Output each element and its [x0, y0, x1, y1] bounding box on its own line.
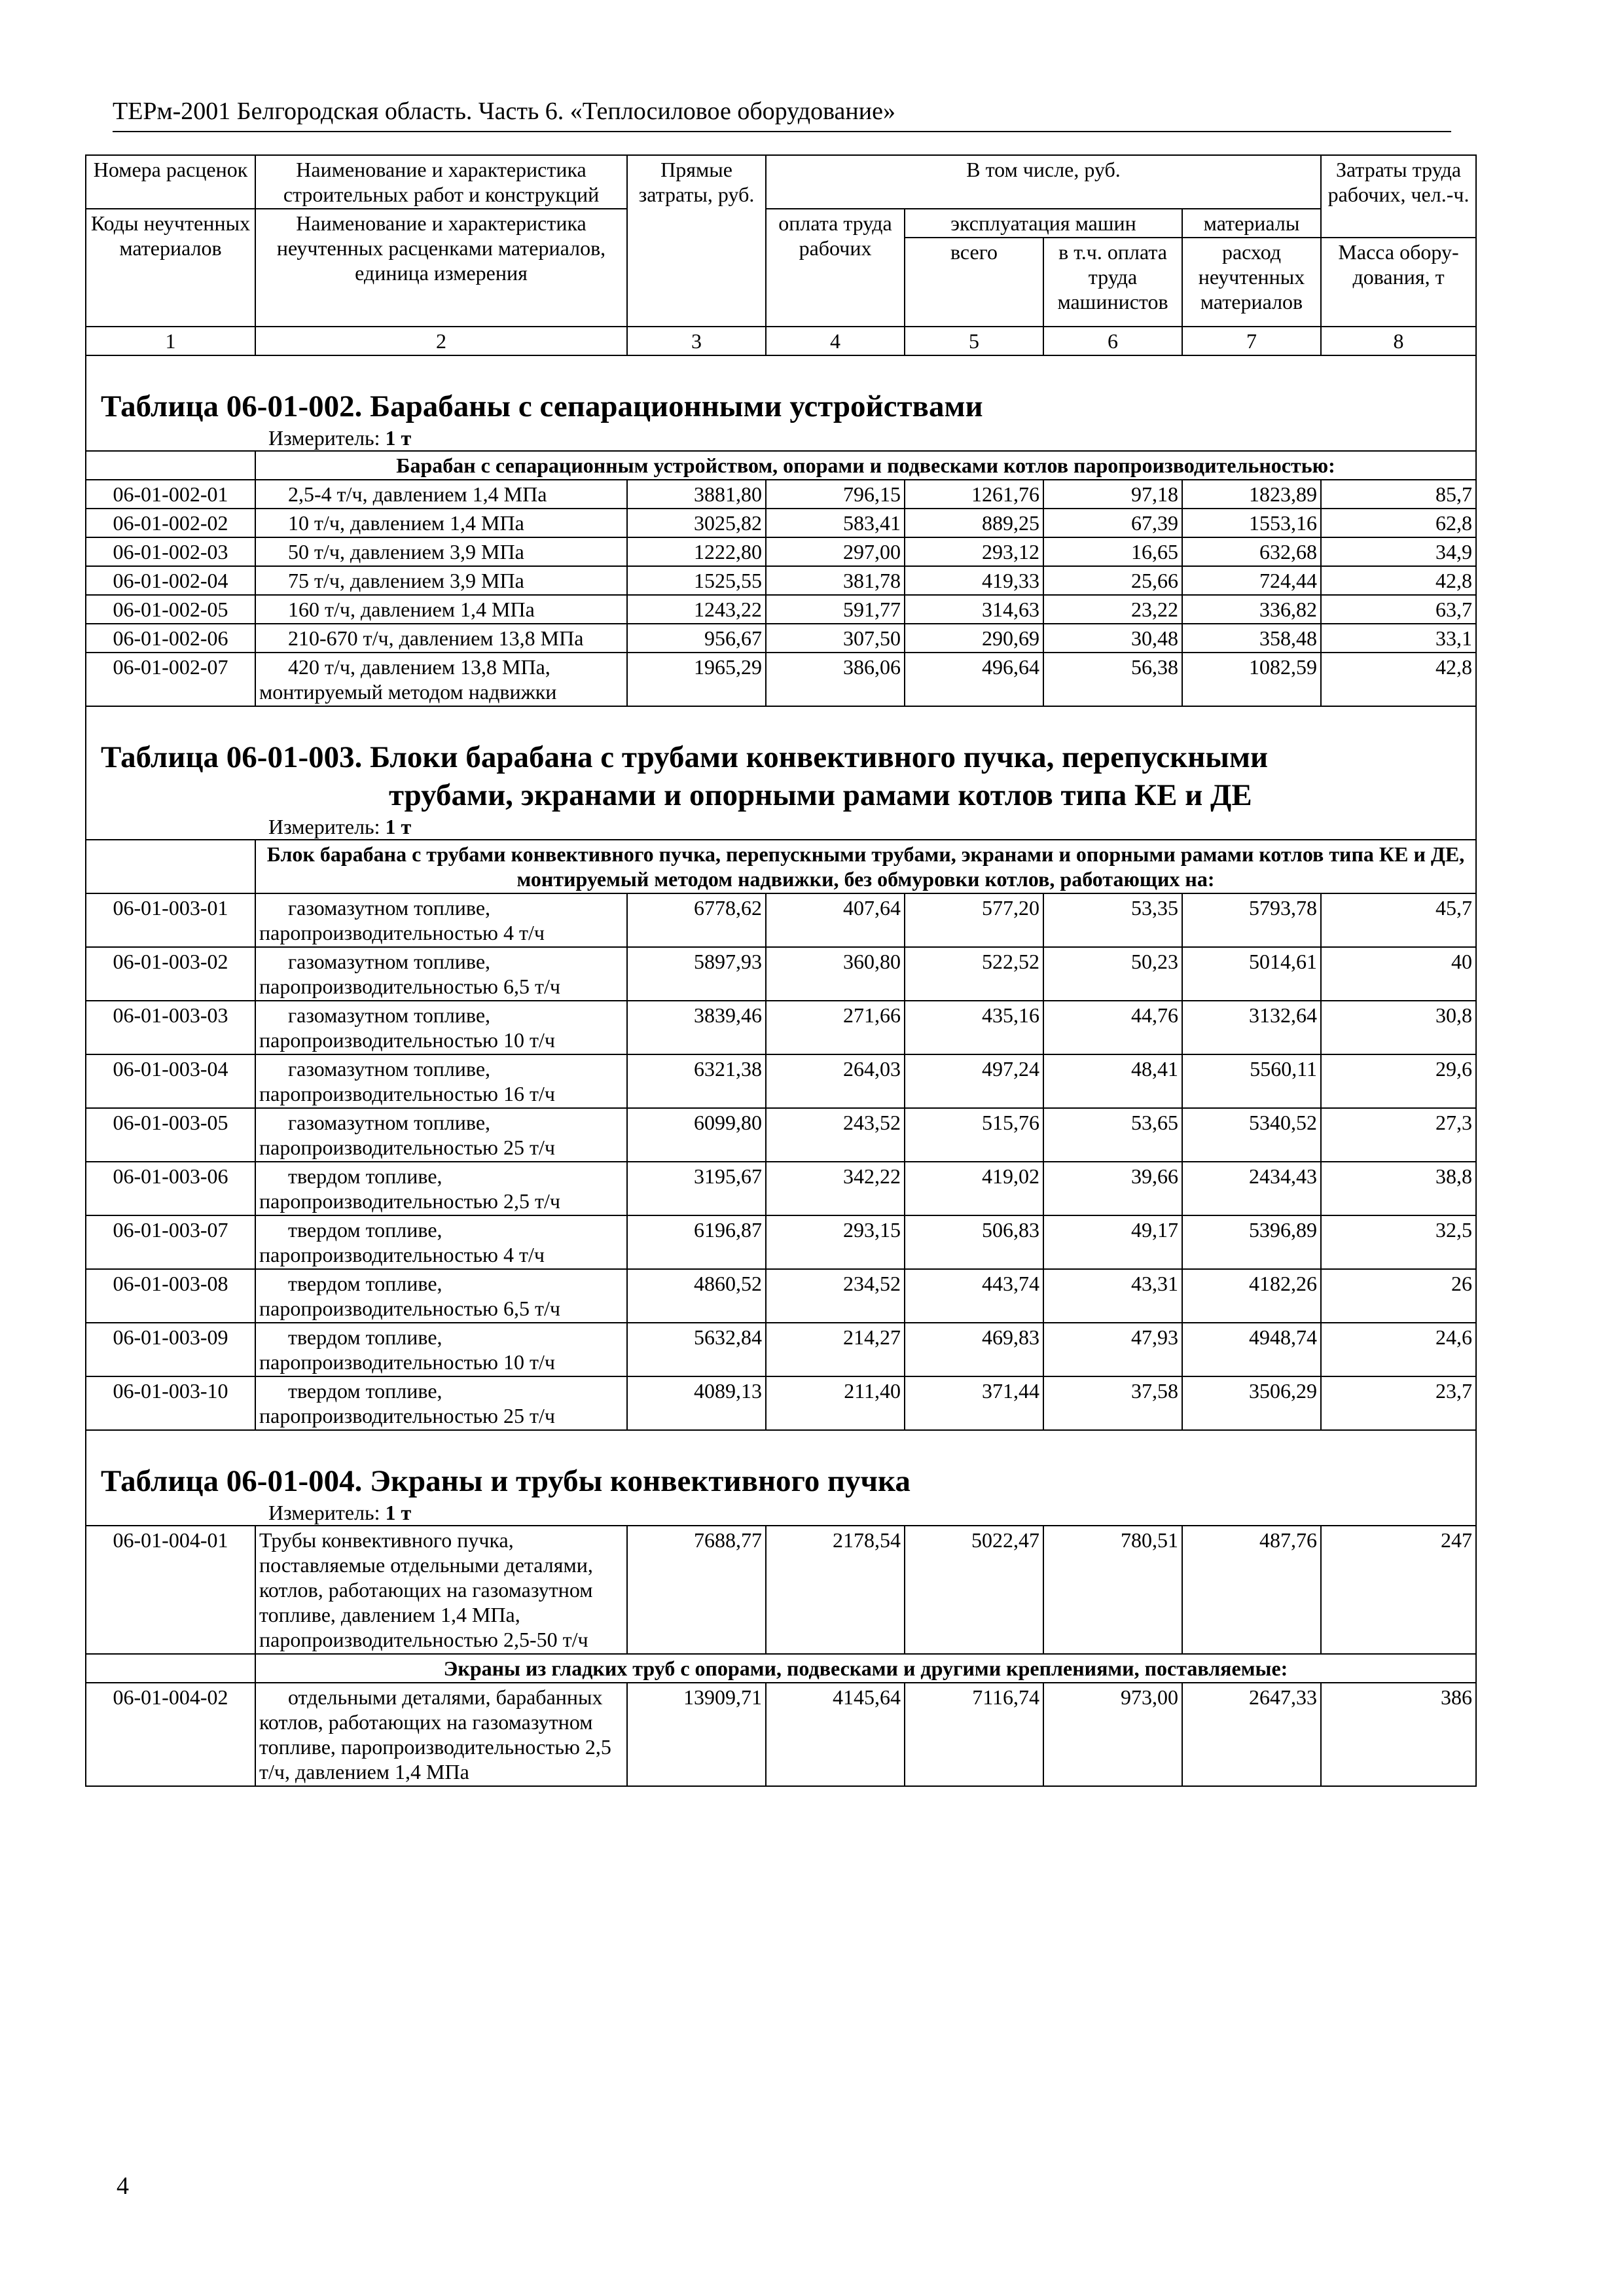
direct-costs: 4860,52 [627, 1269, 766, 1323]
machines-total: 469,83 [905, 1323, 1043, 1376]
operators-pay: 97,18 [1043, 480, 1182, 509]
operators-pay: 16,65 [1043, 537, 1182, 566]
operators-pay: 49,17 [1043, 1215, 1182, 1269]
machines-total: 1261,76 [905, 480, 1043, 509]
table-title-line: Таблица 06-01-003. Блоки барабана с трубами конвективного пучка, перепускными [101, 740, 1269, 774]
labor-pay: 407,64 [766, 893, 905, 947]
table-row [86, 1054, 1476, 1108]
hdr-codes: Номера расценок [86, 155, 255, 209]
operators-pay: 44,76 [1043, 1001, 1182, 1054]
hdr-materials: материалы [1182, 209, 1321, 238]
operators-pay: 47,93 [1043, 1323, 1182, 1376]
rate-code: 06-01-002-07 [86, 653, 255, 706]
group-empty-cell [86, 840, 255, 893]
operators-pay: 30,48 [1043, 624, 1182, 653]
rate-code: 06-01-002-02 [86, 509, 255, 537]
rate-code: 06-01-003-10 [86, 1376, 255, 1430]
table-row [86, 1526, 1476, 1654]
work-name: твердом топливе, паропроизводительностью 2,5 т/ч [255, 1162, 627, 1215]
table-row [86, 1001, 1476, 1054]
machines-total: 435,16 [905, 1001, 1043, 1054]
labor-pay: 297,00 [766, 537, 905, 566]
machines-total: 7116,74 [905, 1683, 1043, 1786]
materials-cost: 1823,89 [1182, 480, 1321, 509]
header-rule [113, 131, 1451, 132]
machines-total: 314,63 [905, 595, 1043, 624]
direct-costs: 13909,71 [627, 1683, 766, 1786]
table-row [86, 509, 1476, 537]
table-row [86, 1269, 1476, 1323]
labor-pay: 381,78 [766, 566, 905, 595]
table-title-line: трубами, экранами и опорными рамами котлов типа КЕ и ДЕ [389, 778, 1252, 812]
work-name: 2,5-4 т/ч, давлением 1,4 МПа [255, 480, 627, 509]
rate-code: 06-01-003-09 [86, 1323, 255, 1376]
materials-cost: 4948,74 [1182, 1323, 1321, 1376]
hdr-in-that: В том числе, руб. [766, 155, 1321, 209]
table-row [86, 1215, 1476, 1269]
column-number: 6 [1043, 327, 1182, 355]
hdr-labor-costs: Затраты труда рабочих, чел.-ч. [1321, 155, 1476, 238]
machines-total: 419,02 [905, 1162, 1043, 1215]
materials-cost: 2647,33 [1182, 1683, 1321, 1786]
hdr-equipment-mass: Масса обору-дования, т [1321, 238, 1476, 327]
work-name: твердом топливе, паропроизводительностью 10 т/ч [255, 1323, 627, 1376]
work-name: твердом топливе, паропроизводительностью 6,5 т/ч [255, 1269, 627, 1323]
table-row [86, 1683, 1476, 1786]
operators-pay: 56,38 [1043, 653, 1182, 706]
table-row [86, 947, 1476, 1001]
operators-pay: 53,35 [1043, 893, 1182, 947]
measure-unit [86, 1500, 1476, 1526]
group-heading: Блок барабана с трубами конвективного пучка, перепускными трубами, экранами и опорными рамами котлов типа КЕ и ДЕ, монтируемый методом надвижки, без обмуровки котлов, работающих на: [255, 840, 1476, 893]
work-name: твердом топливе, паропроизводительностью 25 т/ч [255, 1376, 627, 1430]
work-name: газомазутном топливе, паропроизводительностью 25 т/ч [255, 1108, 627, 1162]
labor-pay: 796,15 [766, 480, 905, 509]
table-row [86, 893, 1476, 947]
work-name: газомазутном топливе, паропроизводительностью 16 т/ч [255, 1054, 627, 1108]
labor-hours: 24,6 [1321, 1323, 1476, 1376]
rate-code: 06-01-002-04 [86, 566, 255, 595]
hdr-materials-names: Наименование и характеристика неучтенных расценками материалов, единица измерения [255, 209, 627, 327]
labor-hours: 29,6 [1321, 1054, 1476, 1108]
labor-hours: 27,3 [1321, 1108, 1476, 1162]
materials-cost: 1553,16 [1182, 509, 1321, 537]
measure-label: Измеритель: [268, 1501, 380, 1524]
machines-total: 577,20 [905, 893, 1043, 947]
labor-hours: 26 [1321, 1269, 1476, 1323]
work-name: твердом топливе, паропроизводительностью 4 т/ч [255, 1215, 627, 1269]
measure-label: Измеритель: [268, 426, 380, 450]
table-section-title [86, 355, 1476, 425]
operators-pay: 67,39 [1043, 509, 1182, 537]
labor-hours: 62,8 [1321, 509, 1476, 537]
operators-pay: 43,31 [1043, 1269, 1182, 1323]
table-row [86, 480, 1476, 509]
labor-hours: 247 [1321, 1526, 1476, 1654]
group-heading: Барабан с сепарационным устройством, опорами и подвесками котлов паропроизводительностью: [255, 451, 1476, 480]
table-row [86, 1376, 1476, 1430]
labor-pay: 591,77 [766, 595, 905, 624]
hdr-materials-unaccounted: расход неучтенных материалов [1182, 238, 1321, 327]
measure-label: Измеритель: [268, 815, 380, 838]
operators-pay: 50,23 [1043, 947, 1182, 1001]
hdr-machine-operators: в т.ч. оплата труда машинистов [1043, 238, 1182, 327]
direct-costs: 1222,80 [627, 537, 766, 566]
materials-cost: 3506,29 [1182, 1376, 1321, 1430]
direct-costs: 1243,22 [627, 595, 766, 624]
direct-costs: 1525,55 [627, 566, 766, 595]
work-name: отдельными деталями, барабанных котлов, работающих на газомазутном топливе, паропроизводительностью 2,5 т/ч, давлением 1,4 МПа [255, 1683, 627, 1786]
table-section-title [86, 706, 1476, 814]
direct-costs: 5632,84 [627, 1323, 766, 1376]
rate-code: 06-01-003-04 [86, 1054, 255, 1108]
rate-code: 06-01-002-01 [86, 480, 255, 509]
table-row [86, 537, 1476, 566]
direct-costs: 6321,38 [627, 1054, 766, 1108]
table-title: Таблица 06-01-002. Барабаны с сепарационными устройствами [101, 389, 983, 423]
table-row [86, 1162, 1476, 1215]
materials-cost: 724,44 [1182, 566, 1321, 595]
direct-costs: 7688,77 [627, 1526, 766, 1654]
measure-value: 1 т [385, 1501, 412, 1524]
hdr-material-codes: Коды неучтенных материалов [86, 209, 255, 327]
labor-pay: 2178,54 [766, 1526, 905, 1654]
measure-unit [86, 425, 1476, 451]
direct-costs: 3195,67 [627, 1162, 766, 1215]
materials-cost: 632,68 [1182, 537, 1321, 566]
column-number: 2 [255, 327, 627, 355]
rate-code: 06-01-004-02 [86, 1683, 255, 1786]
materials-cost: 336,82 [1182, 595, 1321, 624]
labor-hours: 63,7 [1321, 595, 1476, 624]
labor-hours: 30,8 [1321, 1001, 1476, 1054]
labor-pay: 234,52 [766, 1269, 905, 1323]
rate-code: 06-01-003-02 [86, 947, 255, 1001]
hdr-machines-total: всего [905, 238, 1043, 327]
labor-hours: 23,7 [1321, 1376, 1476, 1430]
column-number: 1 [86, 327, 255, 355]
rate-code: 06-01-002-06 [86, 624, 255, 653]
operators-pay: 53,65 [1043, 1108, 1182, 1162]
materials-cost: 5793,78 [1182, 893, 1321, 947]
materials-cost: 3132,64 [1182, 1001, 1321, 1054]
rate-code: 06-01-002-05 [86, 595, 255, 624]
direct-costs: 6099,80 [627, 1108, 766, 1162]
rate-code: 06-01-003-08 [86, 1269, 255, 1323]
hdr-machines: эксплуатация машин [905, 209, 1182, 238]
table-title [101, 738, 1461, 814]
direct-costs: 956,67 [627, 624, 766, 653]
work-name: 75 т/ч, давлением 3,9 МПа [255, 566, 627, 595]
machines-total: 496,64 [905, 653, 1043, 706]
labor-pay: 360,80 [766, 947, 905, 1001]
group-heading: Экраны из гладких труб с опорами, подвесками и другими креплениями, поставляемые: [255, 1654, 1476, 1683]
work-name: 10 т/ч, давлением 1,4 МПа [255, 509, 627, 537]
table-row [86, 624, 1476, 653]
work-name: Трубы конвективного пучка, поставляемые отдельными деталями, котлов, работающих на газомазутном топливе, давлением 1,4 МПа, паропроизводительностью 2,5-50 т/ч [255, 1526, 627, 1654]
direct-costs: 5897,93 [627, 947, 766, 1001]
labor-hours: 40 [1321, 947, 1476, 1001]
labor-hours: 33,1 [1321, 624, 1476, 653]
column-number: 7 [1182, 327, 1321, 355]
machines-total: 5022,47 [905, 1526, 1043, 1654]
column-number: 5 [905, 327, 1043, 355]
materials-cost: 5340,52 [1182, 1108, 1321, 1162]
labor-pay: 214,27 [766, 1323, 905, 1376]
rate-code: 06-01-003-01 [86, 893, 255, 947]
labor-pay: 4145,64 [766, 1683, 905, 1786]
machines-total: 506,83 [905, 1215, 1043, 1269]
rate-code: 06-01-003-05 [86, 1108, 255, 1162]
materials-cost: 4182,26 [1182, 1269, 1321, 1323]
labor-hours: 45,7 [1321, 893, 1476, 947]
materials-cost: 487,76 [1182, 1526, 1321, 1654]
operators-pay: 973,00 [1043, 1683, 1182, 1786]
work-name: газомазутном топливе, паропроизводительностью 6,5 т/ч [255, 947, 627, 1001]
hdr-works: Наименование и характеристика строительных работ и конструкций [255, 155, 627, 209]
labor-pay: 264,03 [766, 1054, 905, 1108]
labor-pay: 307,50 [766, 624, 905, 653]
labor-hours: 85,7 [1321, 480, 1476, 509]
direct-costs: 4089,13 [627, 1376, 766, 1430]
labor-hours: 386 [1321, 1683, 1476, 1786]
table-row [86, 1323, 1476, 1376]
machines-total: 522,52 [905, 947, 1043, 1001]
operators-pay: 780,51 [1043, 1526, 1182, 1654]
materials-cost: 1082,59 [1182, 653, 1321, 706]
work-name: 50 т/ч, давлением 3,9 МПа [255, 537, 627, 566]
machines-total: 419,33 [905, 566, 1043, 595]
rate-code: 06-01-003-06 [86, 1162, 255, 1215]
machines-total: 497,24 [905, 1054, 1043, 1108]
measure-value: 1 т [385, 815, 412, 838]
hdr-labor-pay: оплата труда рабочих [766, 209, 905, 327]
price-table [85, 154, 1477, 1787]
labor-pay: 271,66 [766, 1001, 905, 1054]
labor-pay: 243,52 [766, 1108, 905, 1162]
measure-unit [86, 814, 1476, 840]
work-name: 210-670 т/ч, давлением 13,8 МПа [255, 624, 627, 653]
machines-total: 371,44 [905, 1376, 1043, 1430]
machines-total: 443,74 [905, 1269, 1043, 1323]
labor-hours: 38,8 [1321, 1162, 1476, 1215]
operators-pay: 39,66 [1043, 1162, 1182, 1215]
group-empty-cell [86, 1654, 255, 1683]
machines-total: 290,69 [905, 624, 1043, 653]
operators-pay: 25,66 [1043, 566, 1182, 595]
materials-cost: 5014,61 [1182, 947, 1321, 1001]
direct-costs: 3025,82 [627, 509, 766, 537]
rate-code: 06-01-002-03 [86, 537, 255, 566]
direct-costs: 1965,29 [627, 653, 766, 706]
labor-pay: 342,22 [766, 1162, 905, 1215]
column-number: 4 [766, 327, 905, 355]
table-section-title [86, 1430, 1476, 1500]
direct-costs: 3881,80 [627, 480, 766, 509]
labor-hours: 42,8 [1321, 653, 1476, 706]
materials-cost: 5396,89 [1182, 1215, 1321, 1269]
labor-pay: 583,41 [766, 509, 905, 537]
work-name: 160 т/ч, давлением 1,4 МПа [255, 595, 627, 624]
labor-pay: 211,40 [766, 1376, 905, 1430]
measure-value: 1 т [385, 426, 412, 450]
labor-hours: 42,8 [1321, 566, 1476, 595]
machines-total: 889,25 [905, 509, 1043, 537]
operators-pay: 37,58 [1043, 1376, 1182, 1430]
running-header: ТЕРм-2001 Белгородская область. Часть 6. «Теплосиловое оборудование» [113, 98, 895, 125]
labor-pay: 386,06 [766, 653, 905, 706]
work-name: 420 т/ч, давлением 13,8 МПа, монтируемый методом надвижки [255, 653, 627, 706]
materials-cost: 2434,43 [1182, 1162, 1321, 1215]
table-row [86, 566, 1476, 595]
direct-costs: 3839,46 [627, 1001, 766, 1054]
operators-pay: 23,22 [1043, 595, 1182, 624]
labor-hours: 32,5 [1321, 1215, 1476, 1269]
rate-code: 06-01-004-01 [86, 1526, 255, 1654]
page-number: 4 [117, 2172, 129, 2200]
direct-costs: 6778,62 [627, 893, 766, 947]
table-row [86, 1108, 1476, 1162]
materials-cost: 358,48 [1182, 624, 1321, 653]
operators-pay: 48,41 [1043, 1054, 1182, 1108]
direct-costs: 6196,87 [627, 1215, 766, 1269]
work-name: газомазутном топливе, паропроизводительностью 4 т/ч [255, 893, 627, 947]
work-name: газомазутном топливе, паропроизводительностью 10 т/ч [255, 1001, 627, 1054]
labor-hours: 34,9 [1321, 537, 1476, 566]
rate-code: 06-01-003-03 [86, 1001, 255, 1054]
rate-code: 06-01-003-07 [86, 1215, 255, 1269]
column-number-row [86, 327, 1476, 355]
materials-cost: 5560,11 [1182, 1054, 1321, 1108]
labor-pay: 293,15 [766, 1215, 905, 1269]
group-empty-cell [86, 451, 255, 480]
table-row [86, 595, 1476, 624]
table-row [86, 653, 1476, 706]
machines-total: 515,76 [905, 1108, 1043, 1162]
table-title: Таблица 06-01-004. Экраны и трубы конвективного пучка [101, 1464, 911, 1498]
column-number: 8 [1321, 327, 1476, 355]
hdr-direct-costs: Прямые затраты, руб. [627, 155, 766, 327]
column-number: 3 [627, 327, 766, 355]
machines-total: 293,12 [905, 537, 1043, 566]
